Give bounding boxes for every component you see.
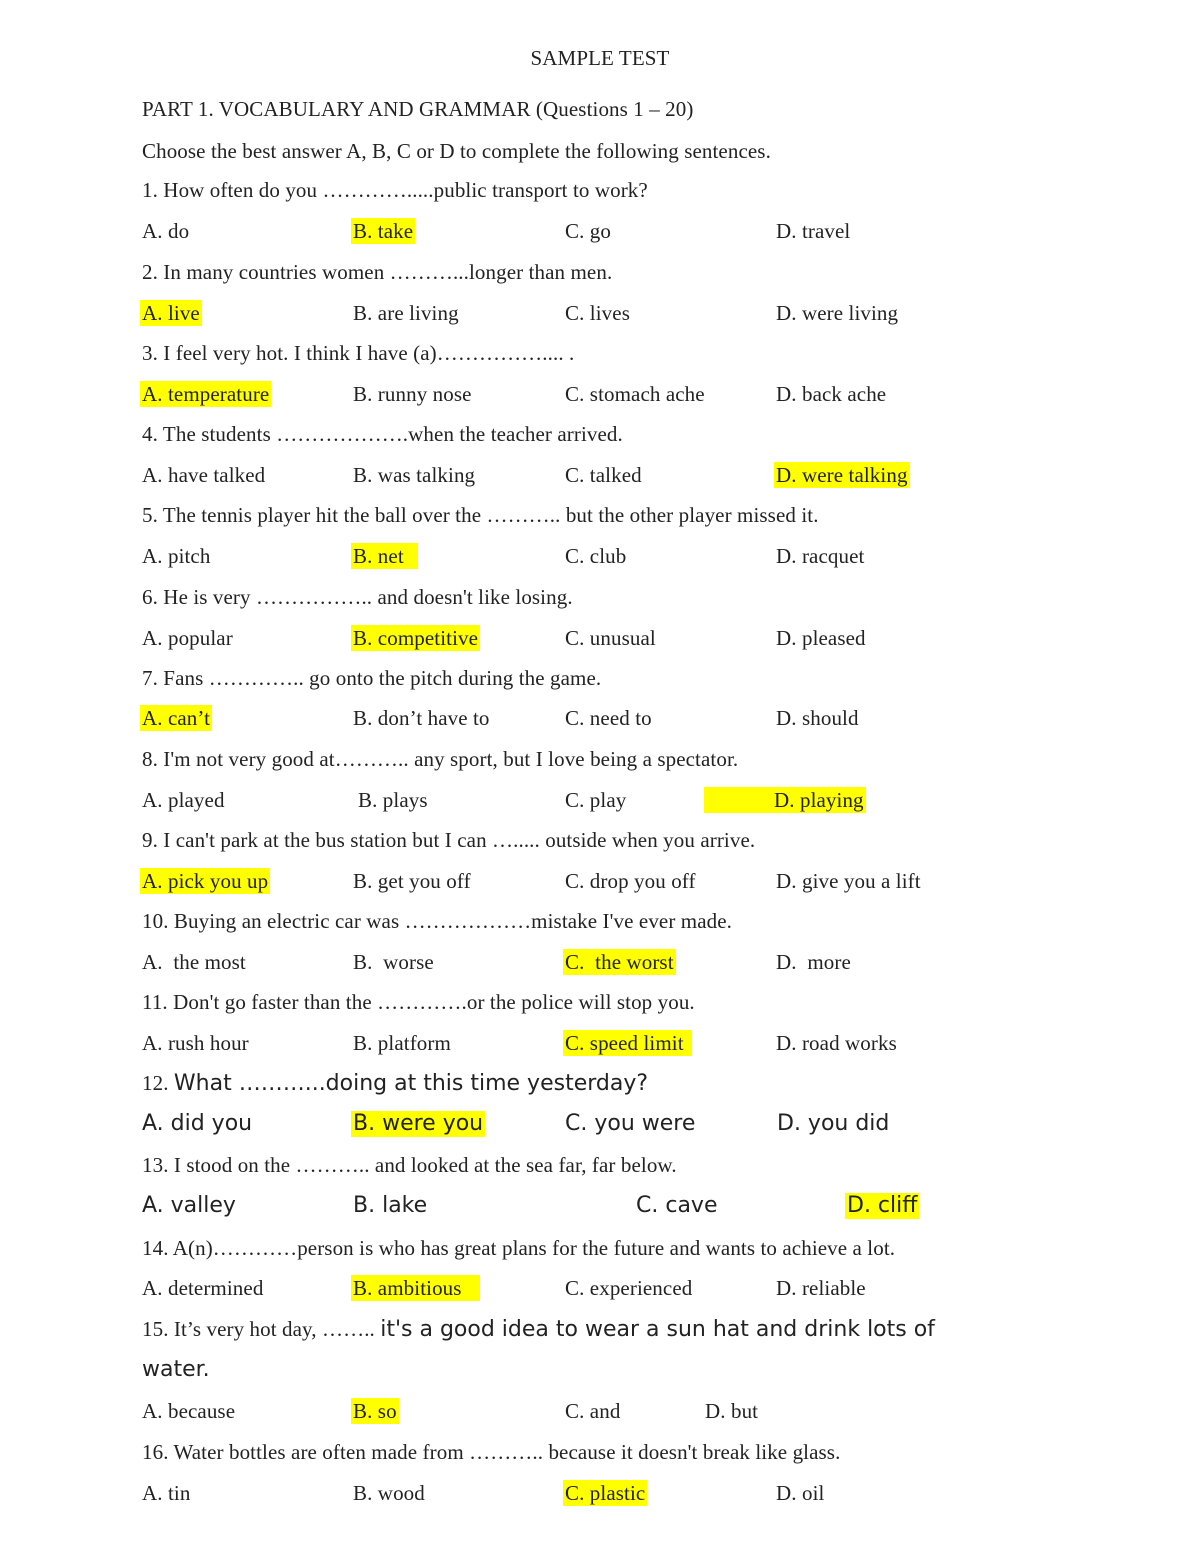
option-d-answer: D. playing	[704, 787, 866, 813]
option-c: C. and	[565, 1399, 621, 1423]
option-c: C. need to	[565, 706, 652, 730]
question-5-text: 5. The tennis player hit the ball over the ……….. but the other player missed it.	[142, 503, 819, 527]
option-b: B. wood	[353, 1481, 425, 1505]
question-10-options	[0, 949, 1200, 977]
question-body: it's a good idea to wear a sun hat and drink lots of	[380, 1317, 935, 1342]
question-3-options	[0, 381, 1200, 409]
page-title: SAMPLE TEST	[530, 46, 670, 70]
question-2-options	[0, 300, 1200, 328]
option-d: D. travel	[776, 219, 851, 243]
question-15-text	[142, 1316, 935, 1345]
option-d: D. reliable	[776, 1276, 866, 1300]
option-a: A. pitch	[142, 544, 211, 568]
option-d: D. should	[776, 706, 859, 730]
option-d: D. back ache	[776, 382, 887, 406]
option-b-answer: B. competitive	[353, 626, 479, 650]
question-2-text: 2. In many countries women ………...longer than men.	[142, 260, 613, 284]
question-13-options	[0, 1193, 1200, 1221]
option-a: A. the most	[142, 950, 246, 974]
option-a: A. do	[142, 219, 190, 243]
question-number: 15. It’s very hot day, ……..	[142, 1317, 381, 1341]
question-number: 12.	[142, 1071, 174, 1095]
question-1-options	[0, 218, 1200, 246]
question-7-options	[0, 705, 1200, 733]
option-c: C. you were	[565, 1111, 696, 1136]
question-8-text: 8. I'm not very good at……….. any sport, but I love being a spectator.	[142, 747, 739, 771]
option-c: C. talked	[565, 463, 642, 487]
option-b-answer: B. so	[353, 1399, 397, 1423]
option-b: B. are living	[353, 301, 459, 325]
question-15-text-continued: water.	[142, 1357, 210, 1382]
question-11-options	[0, 1030, 1200, 1058]
option-c: C. go	[565, 219, 612, 243]
question-10-text: 10. Buying an electric car was ………………mistake I've ever made.	[142, 909, 733, 933]
question-9-text: 9. I can't park at the bus station but I can …..... outside when you arrive.	[142, 828, 756, 852]
option-d: D. more	[776, 950, 851, 974]
option-b-answer: B. ambitious	[351, 1275, 480, 1301]
option-d: D. pleased	[776, 626, 866, 650]
option-a: A. popular	[142, 626, 233, 650]
option-b: B. don’t have to	[353, 706, 490, 730]
option-b: B. runny nose	[353, 382, 472, 406]
option-a: A. rush hour	[142, 1031, 249, 1055]
part-heading: PART 1. VOCABULARY AND GRAMMAR (Questions 1 – 20)	[142, 97, 694, 121]
option-c: C. cave	[636, 1193, 718, 1218]
option-b-answer: B. were you	[353, 1111, 484, 1136]
question-body: What ………...doing at this time yesterday?	[173, 1071, 649, 1096]
option-d: D. but	[705, 1399, 759, 1423]
option-b-answer: B. take	[353, 219, 414, 243]
question-16-text: 16. Water bottles are often made from ……….. because it doesn't break like glass.	[142, 1440, 841, 1464]
option-d-answer: D. were talking	[776, 463, 908, 487]
question-13-text: 13. I stood on the ……….. and looked at the sea far, far below.	[142, 1153, 677, 1177]
option-b: B. lake	[353, 1193, 428, 1218]
option-a: A. tin	[142, 1481, 191, 1505]
option-b: B. platform	[353, 1031, 451, 1055]
option-a: A. determined	[142, 1276, 264, 1300]
question-15-options	[0, 1398, 1200, 1426]
option-d-answer: D. cliff	[847, 1193, 918, 1218]
option-a: A. because	[142, 1399, 236, 1423]
option-c: C. stomach ache	[565, 382, 705, 406]
instructions: Choose the best answer A, B, C or D to complete the following sentences.	[142, 139, 771, 163]
option-d: D. were living	[776, 301, 899, 325]
option-b: B. worse	[353, 950, 434, 974]
question-11-text: 11. Don't go faster than the ………….or the police will stop you.	[142, 990, 695, 1014]
option-d: D. racquet	[776, 544, 865, 568]
question-12-options	[0, 1111, 1200, 1139]
option-a-answer: A. pick you up	[142, 869, 269, 893]
question-14-options	[0, 1275, 1200, 1303]
option-a-answer: A. can’t	[142, 706, 211, 730]
option-c: C. lives	[565, 301, 630, 325]
option-b: B. plays	[358, 788, 428, 812]
option-d: D. oil	[776, 1481, 825, 1505]
option-c: C. club	[565, 544, 627, 568]
question-5-options	[0, 543, 1200, 571]
question-9-options	[0, 868, 1200, 896]
option-c-answer: C. the worst	[565, 950, 674, 974]
option-c-answer: C. plastic	[565, 1481, 646, 1505]
question-6-options	[0, 625, 1200, 653]
option-a-answer: A. live	[142, 301, 200, 325]
question-16-options	[0, 1480, 1200, 1508]
option-d: D. give you a lift	[776, 869, 921, 893]
option-c: C. drop you off	[565, 869, 696, 893]
option-d: D. you did	[777, 1111, 890, 1136]
option-b-answer: B. net	[351, 543, 418, 569]
option-b: B. was talking	[353, 463, 476, 487]
question-6-text: 6. He is very …………….. and doesn't like losing.	[142, 585, 573, 609]
option-d: D. road works	[776, 1031, 897, 1055]
question-3-text: 3. I feel very hot. I think I have (a)…………….... .	[142, 341, 575, 365]
question-7-text: 7. Fans ………….. go onto the pitch during the game.	[142, 666, 602, 690]
option-a: A. played	[142, 788, 225, 812]
question-14-text: 14. A(n)…………person is who has great plans for the future and wants to achieve a lot.	[142, 1236, 896, 1260]
question-8-options	[0, 787, 1200, 815]
option-a: A. did you	[142, 1111, 253, 1136]
option-a-answer: A. temperature	[142, 382, 270, 406]
question-1-text: 1. How often do you ………….....public transport to work?	[142, 178, 648, 202]
option-a: A. have talked	[142, 463, 266, 487]
option-c: C. unusual	[565, 626, 656, 650]
option-a: A. valley	[142, 1193, 236, 1218]
question-4-options	[0, 462, 1200, 490]
option-b: B. get you off	[353, 869, 471, 893]
question-12-text	[142, 1070, 648, 1099]
question-4-text: 4. The students ……………….when the teacher arrived.	[142, 422, 623, 446]
option-c: C. play	[565, 788, 627, 812]
option-c: C. experienced	[565, 1276, 693, 1300]
option-c-answer: C. speed limit	[563, 1030, 692, 1056]
